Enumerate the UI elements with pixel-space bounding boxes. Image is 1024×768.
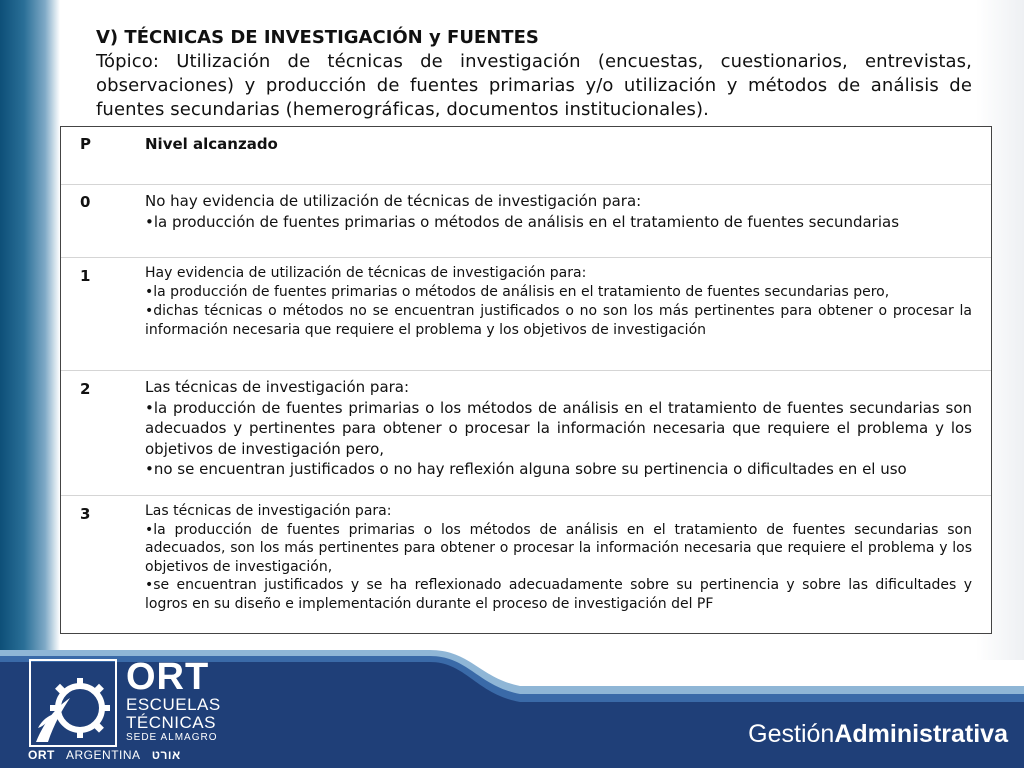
slide-footer <box>0 640 1024 768</box>
level-description <box>145 502 972 613</box>
description-bullet: •dichas técnicas o métodos no se encuentran justificados o no son los más pertinentes para obtener o procesar la información necesaria que requiere el problema y los objetivos de investigación <box>145 303 972 338</box>
rubric-table <box>60 126 992 634</box>
level-score: 3 <box>80 505 91 523</box>
table-row <box>61 371 991 496</box>
left-decorative-band <box>0 0 60 660</box>
column-header-level: Nivel alcanzado <box>145 135 278 153</box>
slide-header <box>96 26 972 122</box>
brand-line-1: ESCUELAS <box>126 695 221 714</box>
level-description <box>145 191 972 233</box>
description-bullet: •se encuentran justificados y se ha reflexionado adecuadamente sobre su pertinencia y sobre las dificultades y logros en su diseño e implementación durante el proceso de investigación del PF <box>145 577 972 612</box>
bottom-hebrew: אורט <box>151 748 181 762</box>
level-score: 0 <box>80 193 91 211</box>
brand-text <box>126 658 221 744</box>
management-label-light: Gestión <box>748 720 835 748</box>
level-score: 1 <box>80 267 91 285</box>
brand-ort: ORT <box>126 656 210 698</box>
level-score: 2 <box>80 380 91 398</box>
bottom-country: ARGENTINA <box>66 748 140 762</box>
description-bullet: •la producción de fuentes primarias o métodos de análisis en el tratamiento de fuentes secundarias pero, <box>145 284 890 300</box>
description-lead: Las técnicas de investigación para: <box>145 378 410 396</box>
management-label <box>748 720 1008 749</box>
table-row <box>61 496 991 635</box>
bottom-ort: ORT <box>28 748 55 762</box>
topic-text: Tópico: Utilización de técnicas de investigación (encuestas, cuestionarios, entrevistas, observaciones) y producción de fuentes primarias y/o utilización y métodos de análisis de fuentes secundarias (hemerográficas, documentos institucionales). <box>96 51 972 120</box>
description-bullet: •la producción de fuentes primarias o los métodos de análisis en el tratamiento de fuentes secundarias son adecuados y pertinentes para obtener o procesar la información necesaria que requiere el problema y los objetivos de investigación pero, <box>145 398 972 458</box>
footer-bottom-strip <box>28 748 181 762</box>
brand-line-2: TÉCNICAS <box>126 713 216 732</box>
level-description <box>145 377 972 480</box>
table-row <box>61 185 991 258</box>
description-bullet: •no se encuentran justificados o no hay reflexión alguna sobre su pertinencia o dificultades en el uso <box>145 460 907 478</box>
brand-sede: SEDE ALMAGRO <box>126 732 218 743</box>
table-row <box>61 258 991 371</box>
slide-title: V) TÉCNICAS DE INVESTIGACIÓN y FUENTES <box>96 27 539 48</box>
table-header-row <box>61 127 991 185</box>
gear-leaf-icon <box>28 658 118 748</box>
description-bullet: •la producción de fuentes primarias o los métodos de análisis en el tratamiento de fuentes secundarias son adecuados, son los más pertinentes para obtener o procesar la información necesaria que requiere el problema y los objetivos de investigación, <box>145 521 972 575</box>
description-bullet: •la producción de fuentes primarias o métodos de análisis en el tratamiento de fuentes secundarias <box>145 213 900 231</box>
management-label-bold: Administrativa <box>834 720 1008 748</box>
description-lead: Las técnicas de investigación para: <box>145 503 392 519</box>
level-description <box>145 264 972 340</box>
column-header-p: P <box>80 135 91 153</box>
description-lead: No hay evidencia de utilización de técnicas de investigación para: <box>145 192 642 210</box>
description-lead: Hay evidencia de utilización de técnicas de investigación para: <box>145 265 587 281</box>
